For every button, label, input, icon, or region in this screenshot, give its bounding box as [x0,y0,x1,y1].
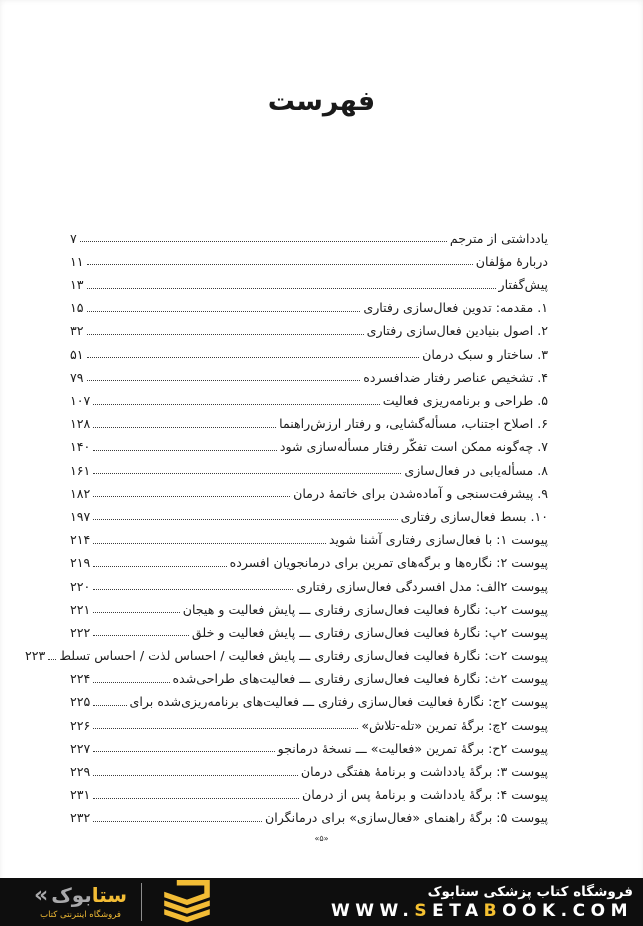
toc-entry [70,664,548,687]
url-segment: ETA [432,900,484,921]
toc-entry [70,548,548,571]
toc-entry [70,756,548,779]
toc-entry [70,733,548,756]
wordmark-gray-part: بوک [51,882,92,907]
setabook-logo [34,882,128,920]
toc-entry-title: پیوست ۲ب: نگارهٔ فعالیت فعال‌سازی رفتاری ـــ پایش فعالیت و هیجان [182,601,548,617]
table-of-contents [25,223,548,826]
wordmark-guillemet: « [34,882,50,908]
toc-entry-title: ۱۰. بسط فعال‌سازی رفتاری [400,508,548,524]
toc-page-number: ۱۰۷ [70,393,91,409]
toc-leader-dots [93,589,293,590]
toc-entry-title: ۵. طراحی و برنامه‌ریزی فعالیت [382,393,548,409]
toc-page-number: ۲۳۲ [70,810,91,826]
toc-page-number: ۷ [70,230,77,246]
toc-entry-title: ۹. پیشرفت‌سنجی و آماده‌شدن برای خاتمهٔ درمان [293,485,548,501]
toc-leader-dots [93,798,299,799]
toc-entry-title: پیوست ۲الف: مدل افسردگی فعال‌سازی رفتاری [296,578,548,594]
toc-page-number: ۲۲۷ [70,740,91,756]
toc-leader-dots [93,404,379,405]
toc-page-number: ۱۹۷ [70,508,91,524]
toc-page-number: ۵۱ [70,346,84,362]
toc-entry-title: ۷. چه‌گونه ممکن است تفکّر رفتار مسأله‌سازی شود [279,439,548,455]
toc-leader-dots [93,473,401,474]
toc-leader-dots [93,751,274,752]
toc-entry [70,269,548,292]
toc-entry-title: پیوست ۲پ: نگارهٔ فعالیت فعال‌سازی رفتاری ـــ پایش فعالیت و خلق [191,624,548,640]
toc-page-number: ۲۲۲ [70,624,91,640]
toc-leader-dots [93,519,397,520]
toc-entry-title: پیوست ۲چ: برگهٔ تمرین «تله-تلاش» [361,717,548,733]
toc-entry [70,455,548,478]
footer-bar [0,878,643,926]
toc-entry-title: یادداشتی از مترجم [449,230,548,246]
toc-entry-title: دربارهٔ مؤلفان [475,253,548,269]
toc-entry [70,293,548,316]
toc-leader-dots [93,682,169,683]
toc-page-number: ۲۲۳ [25,648,46,664]
toc-page-number: ۳۲ [70,323,84,339]
toc-entry [70,409,548,432]
toc-entry [70,594,548,617]
toc-leader-dots [87,357,420,358]
toc-page-number: ۲۲۵ [70,694,91,710]
toc-page-number: ۷۹ [70,369,84,385]
toc-entry-title: ۳. ساختار و سبک درمان [422,346,548,362]
toc-page-number: ۱۴۰ [70,439,91,455]
toc-leader-dots [93,612,179,613]
toc-entry-title: پیوست ۳: برگهٔ یادداشت و برنامهٔ هفتگی درمان [300,764,548,780]
toc-entry-title: ۶. اصلاح اجتناب، مسأله‌گشایی، و رفتار ارزش‌راهنما [279,416,548,432]
toc-entry-title: ۲. اصول بنیادین فعال‌سازی رفتاری [366,323,548,339]
toc-page-number: ۱۳ [70,277,84,293]
toc-page-number: ۲۱۴ [70,532,91,548]
toc-leader-dots [87,380,361,381]
toc-page-number: ۱۸۲ [70,485,91,501]
toc-entry-title: پیوست ۱: با فعال‌سازی رفتاری آشنا شوید [328,532,548,548]
toc-leader-dots [93,821,262,822]
wordmark-yellow-part: ستا [91,882,128,907]
toc-entry-title: ۱. مقدمه: تدوین فعال‌سازی رفتاری [363,300,548,316]
toc-page-number: ۱۱ [70,253,84,269]
toc-entry-title: ۸. مسأله‌یابی در فعال‌سازی [404,462,548,478]
toc-page-number: ۱۵ [70,300,84,316]
url-segment: WWW. [331,900,415,921]
toc-leader-dots [93,705,126,706]
toc-entry [70,571,548,594]
toc-entry [70,339,548,362]
toc-entry [70,780,548,803]
toc-entry-title: پیوست ۴: برگهٔ یادداشت و برنامهٔ پس از درمان [302,787,548,803]
url-segment: S [414,900,433,921]
toc-leader-dots [80,241,447,242]
toc-leader-dots [87,288,496,289]
url-segment: B [483,900,503,921]
setabook-wordmark [34,882,128,908]
toc-entry-title: پیش‌گفتار [498,277,548,293]
toc-entry [70,432,548,455]
toc-entry [70,362,548,385]
toc-page-number: ۲۲۰ [70,578,91,594]
toc-entry [70,524,548,547]
toc-entry [70,478,548,501]
toc-entry [70,223,548,246]
store-url-text [331,902,633,921]
page-number-ornament: «۵» [314,834,329,843]
logo-tagline: فروشگاه اینترنتی کتاب [40,909,121,920]
toc-entry [70,617,548,640]
toc-page-number: ۲۲۱ [70,601,91,617]
toc-leader-dots [93,427,276,428]
toc-entry-title: ۴. تشخیص عناصر رفتار ضدافسرده [363,369,548,385]
toc-entry-title: پیوست ۲ث: نگارهٔ فعالیت فعال‌سازی رفتاری ـــ فعالیت‌های طراحی‌شده [172,671,548,687]
toc-leader-dots [93,775,298,776]
toc-entry [70,687,548,710]
toc-entry-title: پیوست ۵: برگهٔ راهنمای «فعال‌سازی» برای درمانگران [264,810,548,826]
toc-leader-dots [93,496,290,497]
toc-page-number: ۱۶۱ [70,462,91,478]
toc-leader-dots [93,635,189,636]
url-segment: OOK.COM [502,900,633,921]
toc-page-number: ۲۳۱ [70,787,91,803]
toc-leader-dots [87,334,364,335]
toc-entry [70,316,548,339]
toc-leader-dots [93,543,326,544]
toc-entry-title: پیوست ۲: نگاره‌ها و برگه‌های تمرین برای درمانجویان افسرده [229,555,548,571]
toc-leader-dots [93,450,277,451]
toc-entry [70,803,548,826]
page-title: فهرست [267,86,376,117]
toc-entry [70,385,548,408]
toc-page-number: ۲۲۹ [70,764,91,780]
layered-chevrons-logo-icon [154,880,220,924]
toc-leader-dots [87,311,361,312]
toc-entry-title: پیوست ۲ج: نگارهٔ فعالیت فعال‌سازی رفتاری ـــ فعالیت‌های برنامه‌ریزی‌شده برای [129,694,548,710]
toc-entry [70,501,548,524]
toc-entry [70,710,548,733]
toc-entry [70,246,548,269]
footer-divider-line [141,883,142,921]
toc-entry-title: پیوست ۲ت: نگارهٔ فعالیت فعال‌سازی رفتاری ـــ پایش فعالیت / احساس لذت / احساس تسلط [59,648,548,664]
store-name-text: فروشگاه کتاب پزشکی ستابوک [427,883,633,900]
toc-page-number: ۲۲۴ [70,671,91,687]
toc-entry [25,640,548,664]
toc-page-number: ۲۱۹ [70,555,91,571]
toc-leader-dots [48,659,56,660]
toc-leader-dots [93,566,226,567]
toc-leader-dots [93,728,358,729]
toc-page-number: ۲۲۶ [70,717,91,733]
toc-entry-title: پیوست ۲ح: برگهٔ تمرین «فعالیت» ـــ نسخهٔ درمانجو [277,740,548,756]
footer-store-info [331,884,633,921]
toc-leader-dots [87,264,473,265]
toc-page-number: ۱۲۸ [70,416,91,432]
